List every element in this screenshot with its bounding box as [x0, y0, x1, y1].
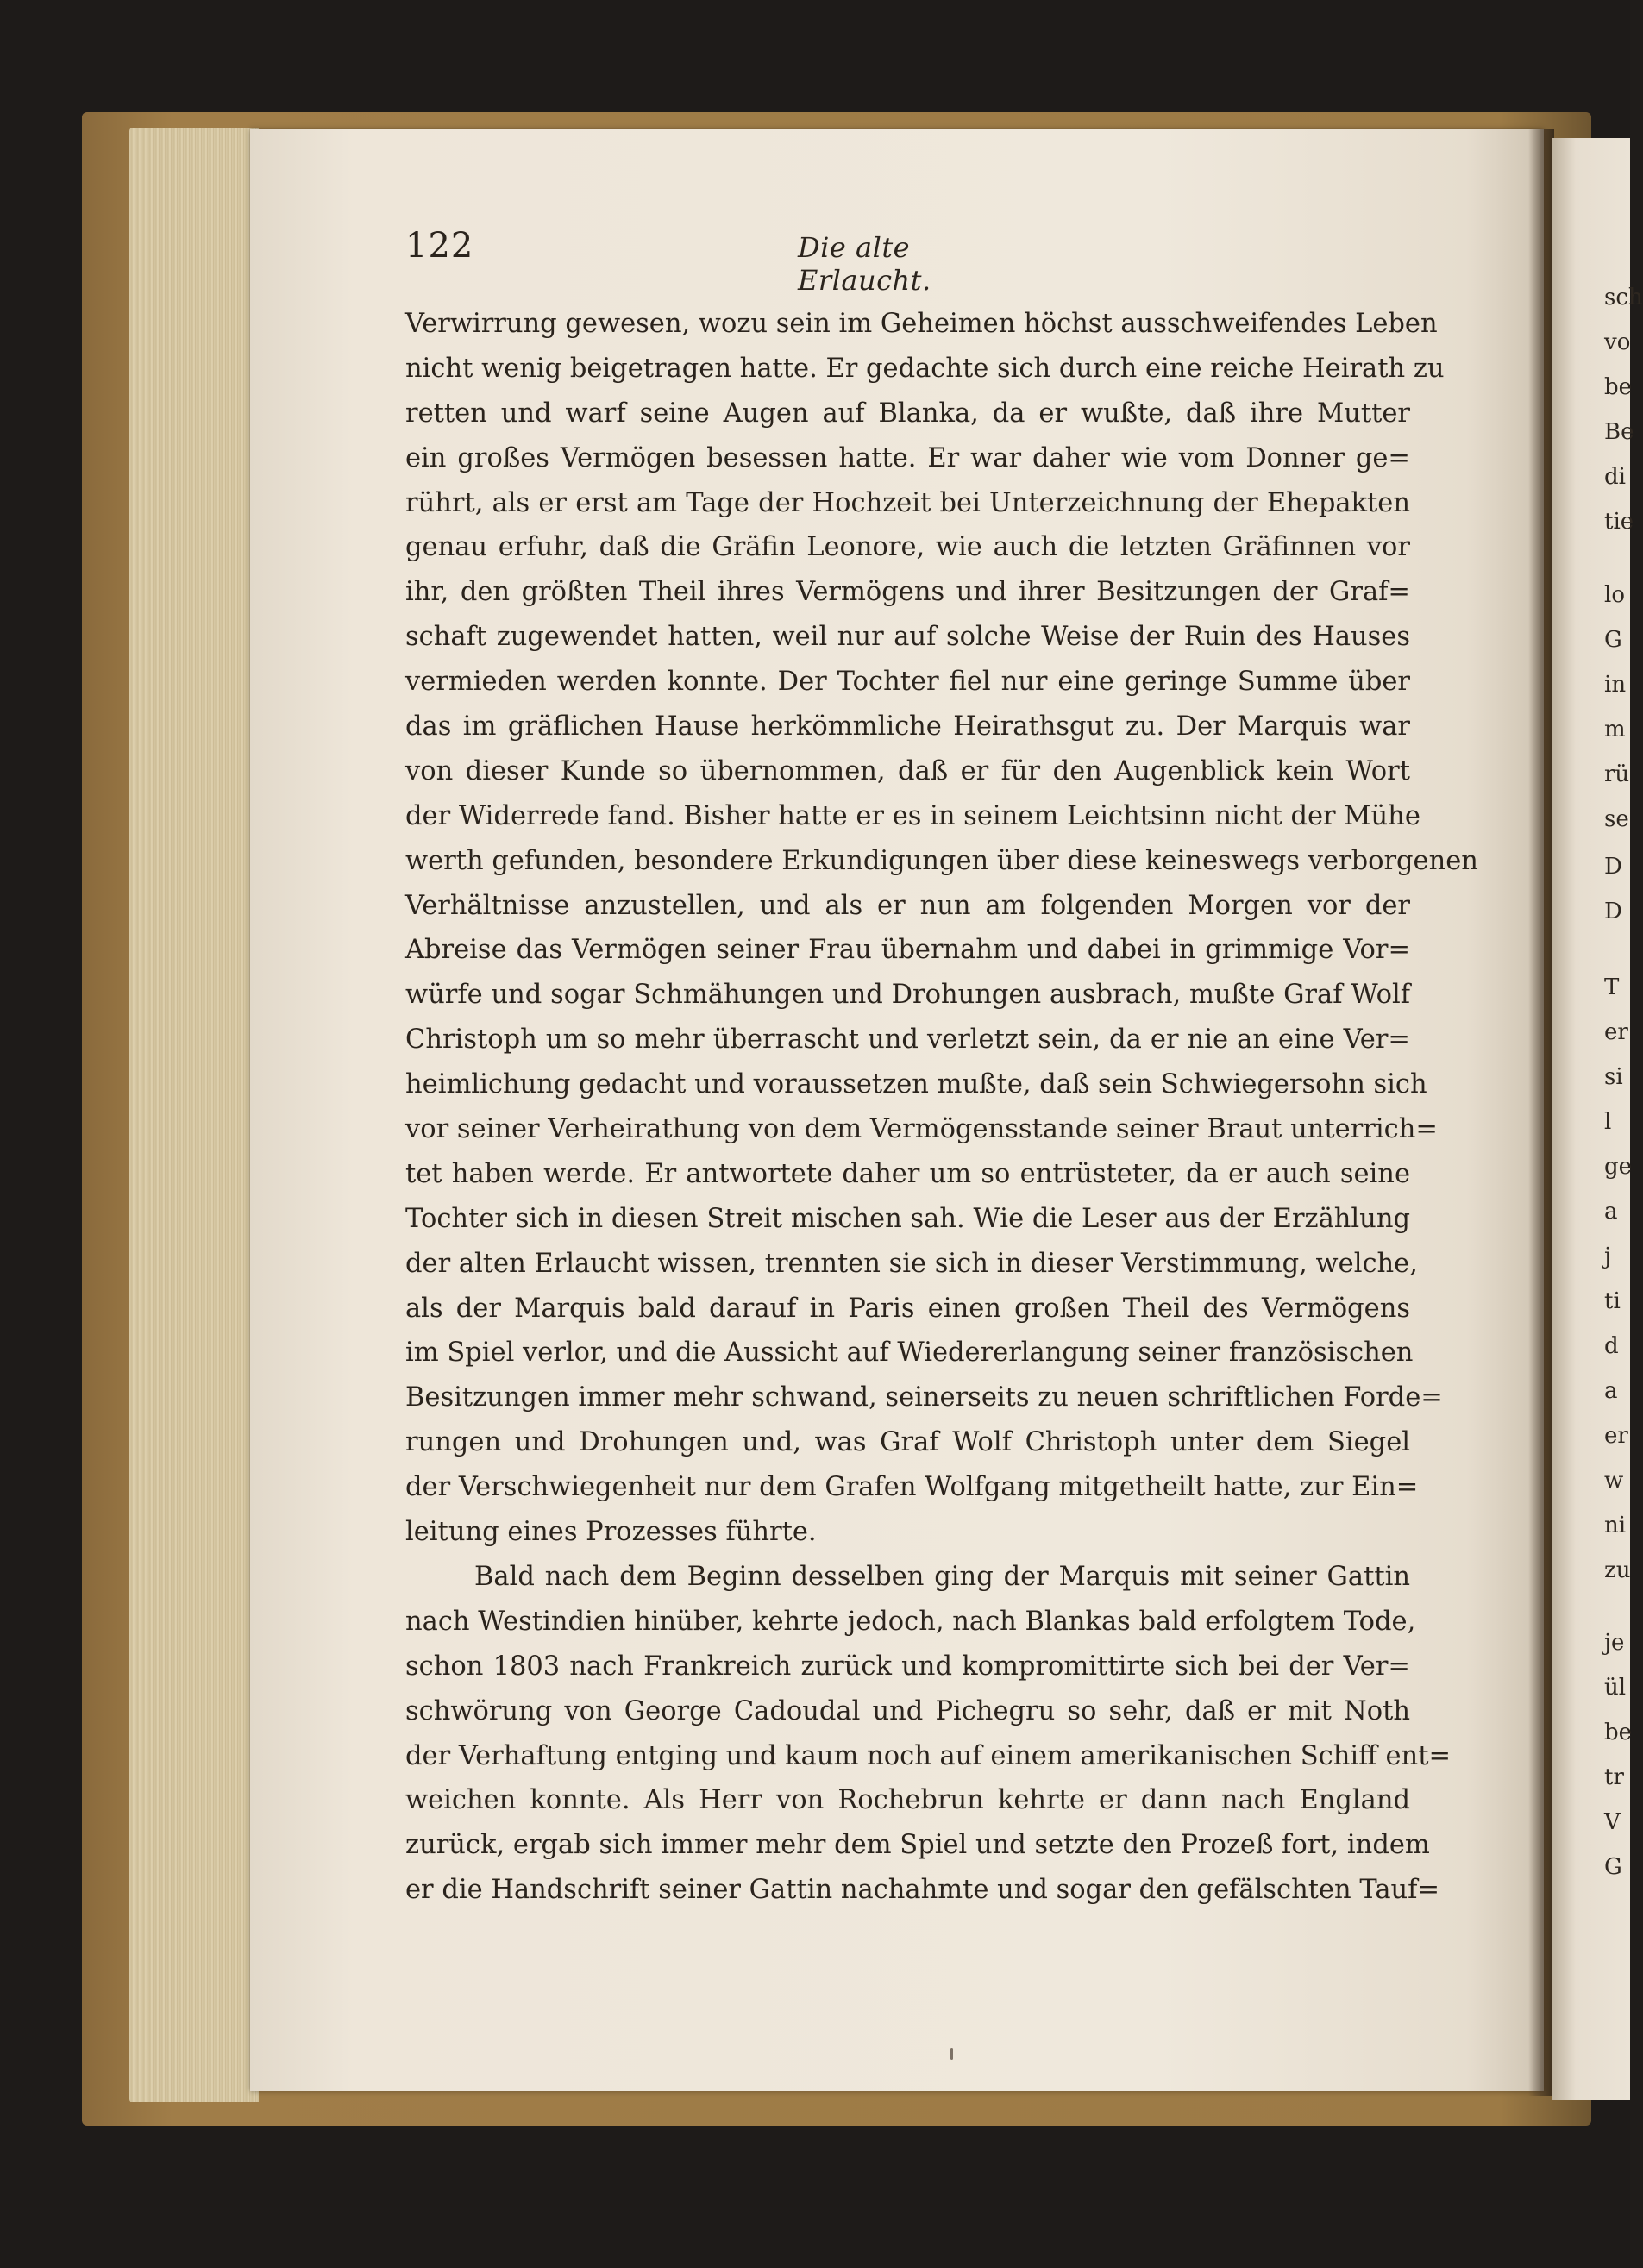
text-line: der alten Erlaucht wissen, trennten sie sich in dieser Verstimmung, welche,: [405, 1248, 1418, 1279]
text-line: das im gräflichen Hause herkömmliche Heirathsgut zu. Der Marquis war: [405, 711, 1410, 742]
text-line: von dieser Kunde so übernommen, daß er für den Augenblick kein Wort: [405, 755, 1410, 786]
next-page-fragment: tie: [1604, 509, 1634, 535]
text-line: Tochter sich in diesen Streit mischen sah. Wie die Leser aus der Erzählung: [405, 1203, 1410, 1234]
text-line: der Widerrede fand. Bisher hatte er es in seinem Leichtsinn nicht der Mühe: [405, 800, 1420, 831]
text-line: Besitzungen immer mehr schwand, seinerseits zu neuen schriftlichen Forde=: [405, 1382, 1443, 1413]
next-page-fragment: si: [1604, 1064, 1623, 1090]
text-line: werth gefunden, besondere Erkundigungen über diese keineswegs verborgenen: [405, 845, 1478, 876]
text-line: der Verschwiegenheit nur dem Grafen Wolfgang mitgetheilt hatte, zur Ein=: [405, 1472, 1419, 1503]
text-line: nach Westindien hinüber, kehrte jedoch, nach Blankas bald erfolgtem Tode,: [405, 1606, 1416, 1637]
next-page-fragment: be: [1604, 1720, 1633, 1745]
text-line: zurück, ergab sich immer mehr dem Spiel und setzte den Prozeß fort, indem: [405, 1830, 1430, 1861]
text-line: er die Handschrift seiner Gattin nachahmte und sogar den gefälschten Tauf=: [405, 1875, 1440, 1906]
next-page-fragment: ti: [1604, 1288, 1621, 1314]
next-page-fragment: sch: [1604, 285, 1643, 310]
text-line: weichen konnte. Als Herr von Rochebrun kehrte er dann nach England: [405, 1785, 1410, 1816]
next-page-fragment: a: [1604, 1199, 1618, 1225]
next-page-fragment: a: [1604, 1378, 1618, 1404]
next-page-fragment: T: [1604, 974, 1620, 1000]
next-page-fragment: d: [1604, 1333, 1619, 1359]
text-line: retten und warf seine Augen auf Blanka, da er wußte, daß ihre Mutter: [405, 398, 1410, 429]
next-page-fragment: vo: [1604, 329, 1631, 355]
next-page-fragment: tr: [1604, 1764, 1624, 1790]
next-page-fragment: rü: [1604, 761, 1630, 787]
text-line: vor seiner Verheirathung von dem Vermögensstande seiner Braut unterrich=: [405, 1114, 1438, 1145]
next-page-fragment: se: [1604, 806, 1629, 832]
next-page-fragment: D: [1604, 899, 1622, 924]
text-line: als der Marquis bald darauf in Paris einen großen Theil des Vermögens: [405, 1293, 1410, 1324]
text-line: rungen und Drohungen und, was Graf Wolf Christoph unter dem Siegel: [405, 1427, 1410, 1458]
next-page-fragment: er: [1604, 1019, 1628, 1045]
next-page-fragment: D: [1604, 854, 1622, 880]
next-page-fragment: G: [1604, 1854, 1622, 1880]
next-page-fragment: m: [1604, 717, 1626, 742]
next-page-fragment: ül: [1604, 1675, 1627, 1701]
running-head: [405, 226, 1026, 297]
text-line: würfe und sogar Schmähungen und Drohungen ausbrach, mußte Graf Wolf: [405, 980, 1410, 1011]
text-line: im Spiel verlor, und die Aussicht auf Wiedererlangung seiner französischen: [405, 1338, 1414, 1369]
text-line: heimlichung gedacht und voraussetzen mußte, daß sein Schwiegersohn sich: [405, 1069, 1427, 1100]
next-page-fragment: ge: [1604, 1154, 1633, 1180]
next-page-text: [1604, 285, 1643, 2009]
text-line: ein großes Vermögen besessen hatte. Er war daher wie vom Donner ge=: [405, 442, 1410, 473]
book-gutter: [1528, 129, 1554, 2096]
text-line: leitung eines Prozesses führte.: [405, 1517, 817, 1548]
next-page-fragment: G: [1604, 627, 1622, 653]
text-line: schon 1803 nach Frankreich zurück und kompromittirte sich bei der Ver=: [405, 1651, 1410, 1682]
text-line: tet haben werde. Er antwortete daher um so entrüsteter, da er auch seine: [405, 1158, 1410, 1189]
next-page-fragment: di: [1604, 464, 1626, 490]
next-page-fragment: je: [1604, 1630, 1625, 1656]
paper-speck: [950, 2048, 953, 2060]
text-line: schwörung von George Cadoudal und Pichegru so sehr, daß er mit Noth: [405, 1695, 1410, 1726]
text-line: Bald nach dem Beginn desselben ging der Marquis mit seiner Gattin: [474, 1561, 1410, 1592]
running-title: Die alte Erlaucht.: [798, 231, 931, 297]
next-page-fragment: V: [1604, 1809, 1621, 1835]
next-page-fragment: l: [1604, 1109, 1612, 1135]
text-line: schaft zugewendet hatten, weil nur auf solche Weise der Ruin des Hauses: [405, 622, 1410, 653]
page-number: 122: [405, 226, 474, 266]
next-page-fragment: w: [1604, 1468, 1624, 1494]
next-page-fragment: er: [1604, 1423, 1628, 1449]
next-page-fragment: j: [1604, 1244, 1612, 1269]
next-page-fragment: ni: [1604, 1513, 1627, 1538]
text-line: der Verhaftung entging und kaum noch auf einem amerikanischen Schiff ent=: [405, 1740, 1452, 1771]
text-line: rührt, als er erst am Tage der Hochzeit bei Unterzeichnung der Ehepakten: [405, 487, 1410, 518]
text-line: Christoph um so mehr überrascht und verletzt sein, da er nie an eine Ver=: [405, 1024, 1410, 1056]
text-line: Verhältnisse anzustellen, und als er nun am folgenden Morgen vor der: [405, 890, 1410, 921]
next-page-fragment: lo: [1604, 582, 1625, 608]
body-text: [405, 302, 1478, 1913]
text-line: Verwirrung gewesen, wozu sein im Geheimen höchst ausschweifendes Leben: [405, 309, 1438, 339]
text-line: nicht wenig beigetragen hatte. Er gedachte sich durch eine reiche Heirath zu: [405, 353, 1445, 384]
text-line: genau erfuhr, daß die Gräfin Leonore, wie auch die letzten Gräfinnen vor: [405, 532, 1410, 563]
text-line: Abreise das Vermögen seiner Frau übernahm und dabei in grimmige Vor=: [405, 935, 1410, 966]
next-page-fragment: be: [1604, 374, 1633, 400]
next-page-fragment: in: [1604, 672, 1627, 698]
text-line: ihr, den größten Theil ihres Vermögens und ihrer Besitzungen der Graf=: [405, 577, 1410, 608]
next-page-fragment: zu: [1604, 1557, 1631, 1583]
next-page-fragment: Be: [1604, 419, 1634, 445]
text-line: vermieden werden konnte. Der Tochter fiel nur eine geringe Summe über: [405, 667, 1410, 698]
page-edges: [129, 128, 259, 2102]
